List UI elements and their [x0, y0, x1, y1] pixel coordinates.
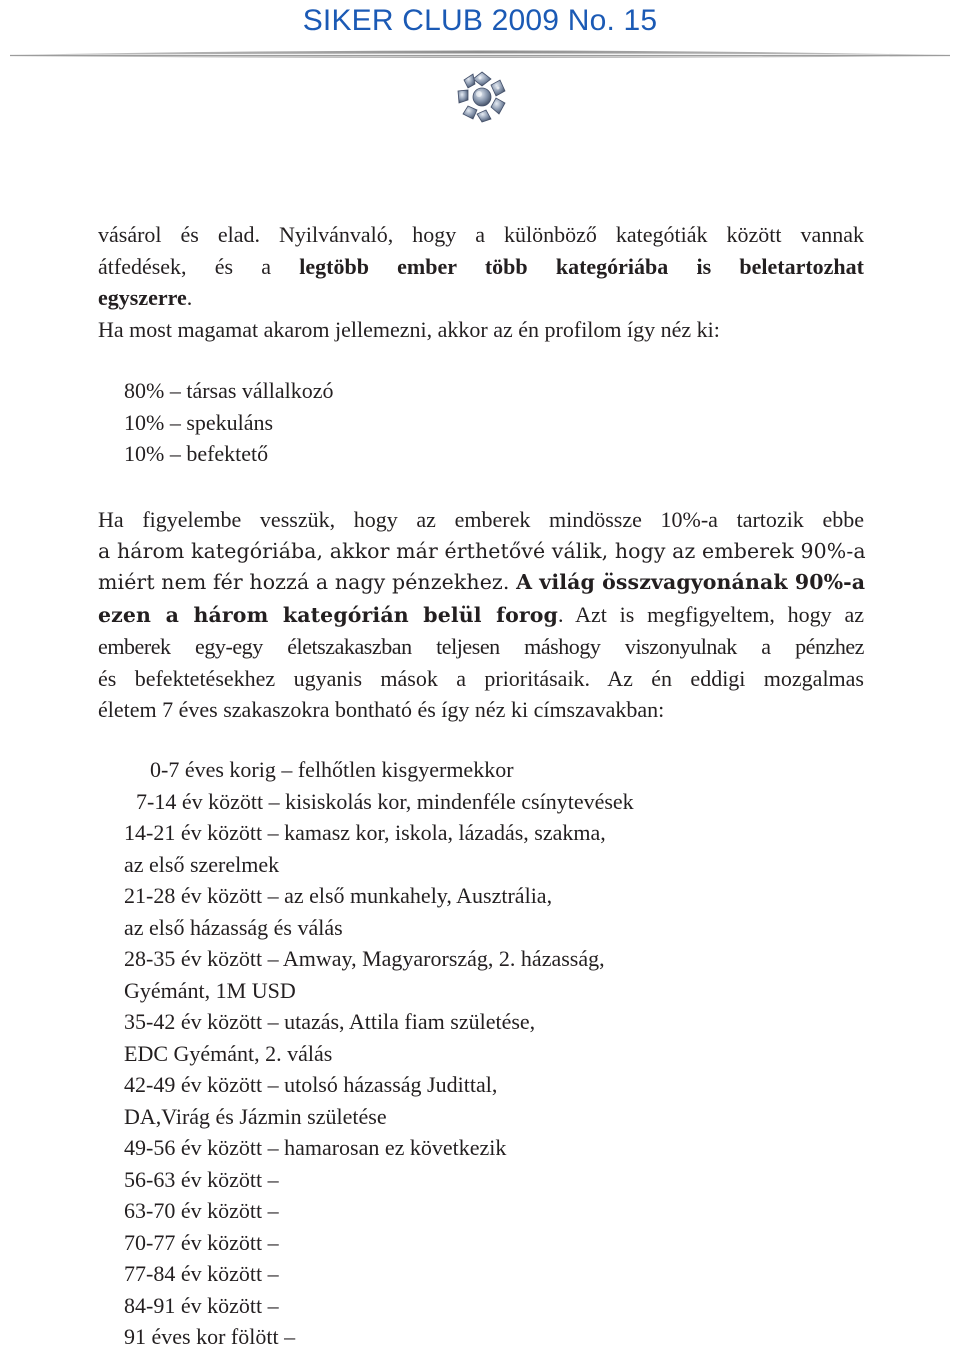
life-stage-item: 14-21 év között – kamasz kor, iskola, lázadás, szakma, — [124, 820, 606, 845]
page-header-title: SIKER CLUB 2009 No. 15 — [302, 4, 658, 37]
paragraph-text: . Azt is megfigyeltem, hogy az — [557, 601, 865, 627]
profile-item: 10% – befektető — [124, 441, 269, 466]
life-stages-list — [124, 754, 634, 1353]
intro-line: Ha most magamat akarom jellemezni, akkor az én profilom így néz ki: — [98, 316, 720, 342]
intro-text: . — [186, 285, 193, 310]
paragraph-bold-text: ezen a három kategórián belül forog — [98, 602, 558, 627]
life-stage-item: DA,Virág és Jázmin születése — [124, 1103, 387, 1129]
life-stage-item: 21-28 év között – az első munkahely, Ausztrália, — [124, 883, 553, 908]
profile-list — [124, 375, 334, 470]
intro-bold-text: legtöbb ember több kategóriába is beletartozhat — [299, 253, 864, 279]
life-stage-item: 77-84 év között – — [124, 1261, 279, 1286]
life-stage-item: 7-14 év között – kisiskolás kor, mindenféle csínytevések — [136, 788, 634, 814]
life-stage-item: 0-7 éves korig – felhőtlen kisgyermekkor — [150, 757, 514, 782]
life-stage-item: 42-49 év között – utolsó házasság Judittal, — [124, 1072, 498, 1097]
life-stage-item: EDC Gyémánt, 2. válás — [124, 1040, 333, 1066]
intro-line — [98, 282, 864, 314]
paragraph-line: életem 7 éves szakaszokra bontható és így néz ki címszavakban: — [98, 697, 665, 722]
intro-line: vásárol és elad. Nyilvánvaló, hogy a különböző kategótiák között vannak — [98, 222, 864, 247]
life-stage-item: 84-91 év között – — [124, 1292, 279, 1318]
intro-paragraph — [98, 219, 864, 345]
paragraph-text: miért nem fér hozzá a nagy pénzekhez. — [98, 570, 517, 594]
life-stage-item: 28-35 év között – Amway, Magyarország, 2. házasság, — [124, 946, 605, 971]
header-divider — [8, 44, 952, 64]
profile-item: 10% – spekuláns — [124, 409, 274, 435]
intro-text: átfedések, és a — [98, 253, 300, 279]
categories-paragraph — [98, 504, 864, 726]
intro-line — [98, 251, 864, 283]
life-stage-item: az első szerelmek — [124, 851, 280, 877]
life-stage-item: 63-70 év között – — [124, 1198, 279, 1223]
paragraph-bold-text: A világ összvagyonának 90%-a — [516, 570, 866, 594]
paragraph-line: emberek egy-egy életszakaszban teljesen máshogy viszonyulnak a pénzhez — [98, 634, 864, 659]
paragraph-line — [98, 599, 864, 632]
life-stage-item: 35-42 év között – utazás, Attila fiam születése, — [124, 1009, 536, 1034]
paragraph-line: és befektetésekhez ugyanis mások a prioritásaik. Az én eddigi mozgalmas — [98, 665, 864, 691]
club-logo-icon — [455, 70, 509, 124]
life-stage-item: az első házasság és válás — [124, 914, 343, 940]
life-stage-item: Gyémánt, 1M USD — [124, 977, 296, 1003]
life-stage-item: 70-77 év között – — [124, 1229, 279, 1255]
paragraph-line — [98, 567, 864, 599]
intro-bold-text: egyszerre — [98, 285, 187, 310]
paragraph-line: a három kategóriába, akkor már érthetővé válik, hogy az emberek 90%-a — [98, 538, 866, 563]
paragraph-line: Ha figyelembe vesszük, hogy az emberek mindössze 10%-a tartozik ebbe — [98, 507, 864, 532]
life-stage-item: 91 éves kor fölött – — [124, 1324, 296, 1349]
life-stage-item: 49-56 év között – hamarosan ez következik — [124, 1135, 507, 1160]
life-stage-item: 56-63 év között – — [124, 1166, 279, 1192]
profile-item: 80% – társas vállalkozó — [124, 378, 334, 403]
